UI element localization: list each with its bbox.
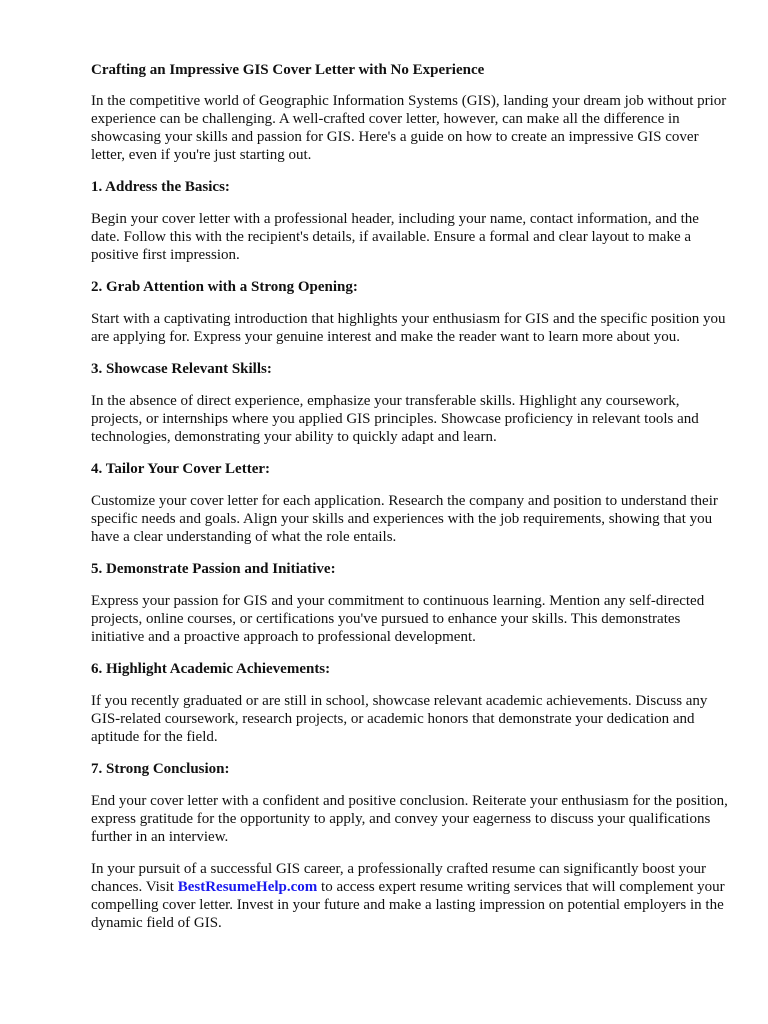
closing-text-before-link: In your pursuit of a successful GIS career, a professionally crafted resume can significantly boost your chances. Visit — [91, 861, 707, 895]
section-3 — [91, 360, 731, 446]
section-body: Begin your cover letter with a professional header, including your name, contact information, and the date. Follow this with the recipient's details, if available. Ensure a formal and clear layout to make a positive first impression. — [91, 211, 699, 263]
section-body: If you recently graduated or are still in school, showcase relevant academic achievements. Discuss any GIS-related coursework, research projects, or academic honors that demonstrate your dedication and aptitude for the field. — [91, 693, 708, 745]
bestresumehelp-link[interactable]: BestResumeHelp.com — [177, 879, 318, 895]
section-4 — [91, 460, 731, 546]
section-7 — [91, 760, 731, 846]
closing-paragraph — [91, 860, 731, 932]
document-page — [91, 61, 731, 946]
section-heading: 1. Address the Basics: — [91, 179, 230, 195]
section-heading: 7. Strong Conclusion: — [91, 761, 230, 777]
section-body: Start with a captivating introduction that highlights your enthusiasm for GIS and the specific position you are applying for. Express your genuine interest and make the reader want to learn more about you. — [91, 311, 726, 345]
section-heading: 3. Showcase Relevant Skills: — [91, 361, 272, 377]
intro-paragraph: In the competitive world of Geographic Information Systems (GIS), landing your dream job without prior experience can be challenging. A well-crafted cover letter, however, can make all the difference in showcasing your skills and passion for GIS. Here's a guide on how to create an impressive GIS cover letter, even if you're just starting out. — [91, 93, 727, 163]
section-body: End your cover letter with a confident and positive conclusion. Reiterate your enthusiasm for the position, express gratitude for the opportunity to apply, and convey your eagerness to discuss your qualifications further in an interview. — [91, 793, 728, 845]
section-heading: 2. Grab Attention with a Strong Opening: — [91, 279, 358, 295]
closing-text-after-link: to access expert resume writing services that will complement your compelling cover letter. Invest in your future and make a lasting impression on potential employers in the dynamic field of GIS. — [91, 879, 725, 931]
section-1 — [91, 178, 731, 264]
section-2 — [91, 278, 731, 346]
section-5 — [91, 560, 731, 646]
section-heading: 5. Demonstrate Passion and Initiative: — [91, 561, 336, 577]
document-title: Crafting an Impressive GIS Cover Letter with No Experience — [91, 62, 485, 78]
section-body: Express your passion for GIS and your commitment to continuous learning. Mention any self-directed projects, online courses, or certifications you've pursued to enhance your skills. This demonstrates initiative and a proactive approach to professional development. — [91, 593, 705, 645]
section-heading: 4. Tailor Your Cover Letter: — [91, 461, 271, 477]
section-body: Customize your cover letter for each application. Research the company and position to understand their specific needs and goals. Align your skills and experiences with the job requirements, showing that you have a clear understanding of what the role entails. — [91, 493, 718, 545]
section-6 — [91, 660, 731, 746]
section-heading: 6. Highlight Academic Achievements: — [91, 661, 331, 677]
section-body: In the absence of direct experience, emphasize your transferable skills. Highlight any coursework, projects, or internships where you applied GIS principles. Showcase proficiency in relevant tools and technologies, demonstrating your ability to quickly adapt and learn. — [91, 393, 699, 445]
